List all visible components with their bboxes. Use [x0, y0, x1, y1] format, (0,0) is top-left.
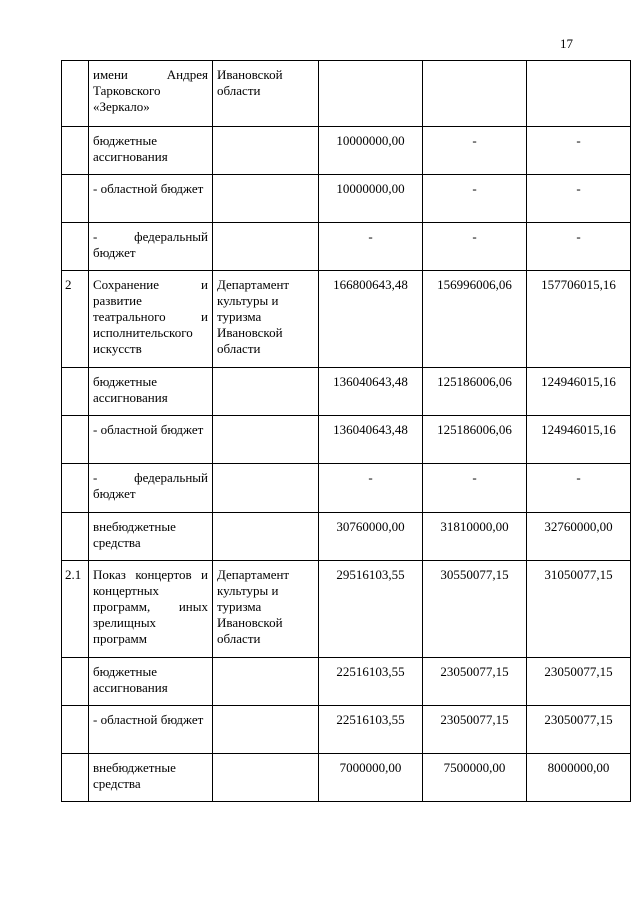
row-name: - федеральный бюджет: [89, 464, 213, 513]
row-number: [62, 368, 89, 416]
row-value-3: 157706015,16: [527, 271, 631, 368]
row-number: [62, 754, 89, 802]
row-value-3: -: [527, 223, 631, 271]
row-value-3: 23050077,15: [527, 658, 631, 706]
row-value-2: -: [423, 127, 527, 175]
row-value-1: 136040643,48: [319, 368, 423, 416]
row-value-1: 30760000,00: [319, 513, 423, 561]
row-value-2: 7500000,00: [423, 754, 527, 802]
row-name: бюджетные ассигнования: [89, 127, 213, 175]
table-row: [62, 561, 631, 658]
table-row: [62, 223, 631, 271]
row-executor: [213, 513, 319, 561]
row-value-3: 31050077,15: [527, 561, 631, 658]
row-name: Сохранение и развитие театрального и исполнительского искусств: [89, 271, 213, 368]
row-value-3: 124946015,16: [527, 368, 631, 416]
row-number: 2.1: [62, 561, 89, 658]
row-value-3: -: [527, 175, 631, 223]
row-name: имени Андрея Тарковского «Зеркало»: [89, 61, 213, 127]
row-value-3: 124946015,16: [527, 416, 631, 464]
row-executor: Департамент культуры и туризма Ивановской области: [213, 271, 319, 368]
row-value-2: 125186006,06: [423, 416, 527, 464]
row-value-1: -: [319, 464, 423, 513]
row-value-3: [527, 61, 631, 127]
row-value-1: 136040643,48: [319, 416, 423, 464]
row-executor: Департамент культуры и туризма Ивановской области: [213, 561, 319, 658]
row-executor: [213, 658, 319, 706]
row-executor: [213, 175, 319, 223]
row-value-2: -: [423, 223, 527, 271]
row-name: - федеральный бюджет: [89, 223, 213, 271]
row-executor: [213, 223, 319, 271]
row-number: 2: [62, 271, 89, 368]
row-executor: [213, 416, 319, 464]
row-value-1: 10000000,00: [319, 127, 423, 175]
row-number: [62, 127, 89, 175]
row-value-1: 22516103,55: [319, 658, 423, 706]
row-value-2: -: [423, 175, 527, 223]
row-value-3: 8000000,00: [527, 754, 631, 802]
row-name: бюджетные ассигнования: [89, 368, 213, 416]
row-value-2: 23050077,15: [423, 658, 527, 706]
row-number: [62, 513, 89, 561]
row-name: бюджетные ассигнования: [89, 658, 213, 706]
row-value-2: -: [423, 464, 527, 513]
row-number: [62, 416, 89, 464]
row-value-1: 7000000,00: [319, 754, 423, 802]
row-number: [62, 223, 89, 271]
row-value-1: 166800643,48: [319, 271, 423, 368]
row-number: [62, 464, 89, 513]
row-executor: [213, 706, 319, 754]
row-number: [62, 175, 89, 223]
row-executor: [213, 368, 319, 416]
row-name: - областной бюджет: [89, 175, 213, 223]
row-executor: [213, 127, 319, 175]
row-executor: Ивановской области: [213, 61, 319, 127]
table-row: [62, 61, 631, 127]
row-name: - областной бюджет: [89, 706, 213, 754]
table-row: [62, 513, 631, 561]
row-name: внебюджетные средства: [89, 754, 213, 802]
row-value-1: 22516103,55: [319, 706, 423, 754]
row-value-3: -: [527, 464, 631, 513]
row-number: [62, 706, 89, 754]
row-value-2: 23050077,15: [423, 706, 527, 754]
table-row: [62, 127, 631, 175]
budget-table: [61, 60, 631, 802]
table-row: [62, 175, 631, 223]
table-row: [62, 368, 631, 416]
table-row: [62, 464, 631, 513]
budget-table-body: [62, 61, 631, 802]
row-value-2: 31810000,00: [423, 513, 527, 561]
table-row: [62, 416, 631, 464]
row-value-2: [423, 61, 527, 127]
row-value-1: 29516103,55: [319, 561, 423, 658]
row-number: [62, 658, 89, 706]
row-executor: [213, 754, 319, 802]
row-value-2: 156996006,06: [423, 271, 527, 368]
page-number: 17: [560, 36, 573, 51]
table-row: [62, 706, 631, 754]
row-value-1: 10000000,00: [319, 175, 423, 223]
row-value-2: 125186006,06: [423, 368, 527, 416]
row-name: - областной бюджет: [89, 416, 213, 464]
row-value-3: 23050077,15: [527, 706, 631, 754]
row-value-1: -: [319, 223, 423, 271]
row-name: внебюджетные средства: [89, 513, 213, 561]
table-row: [62, 658, 631, 706]
row-number: [62, 61, 89, 127]
row-value-3: -: [527, 127, 631, 175]
table-row: [62, 754, 631, 802]
table-row: [62, 271, 631, 368]
row-value-1: [319, 61, 423, 127]
row-name: Показ концертов и концертных программ, иных зрелищных программ: [89, 561, 213, 658]
row-value-2: 30550077,15: [423, 561, 527, 658]
row-value-3: 32760000,00: [527, 513, 631, 561]
row-executor: [213, 464, 319, 513]
